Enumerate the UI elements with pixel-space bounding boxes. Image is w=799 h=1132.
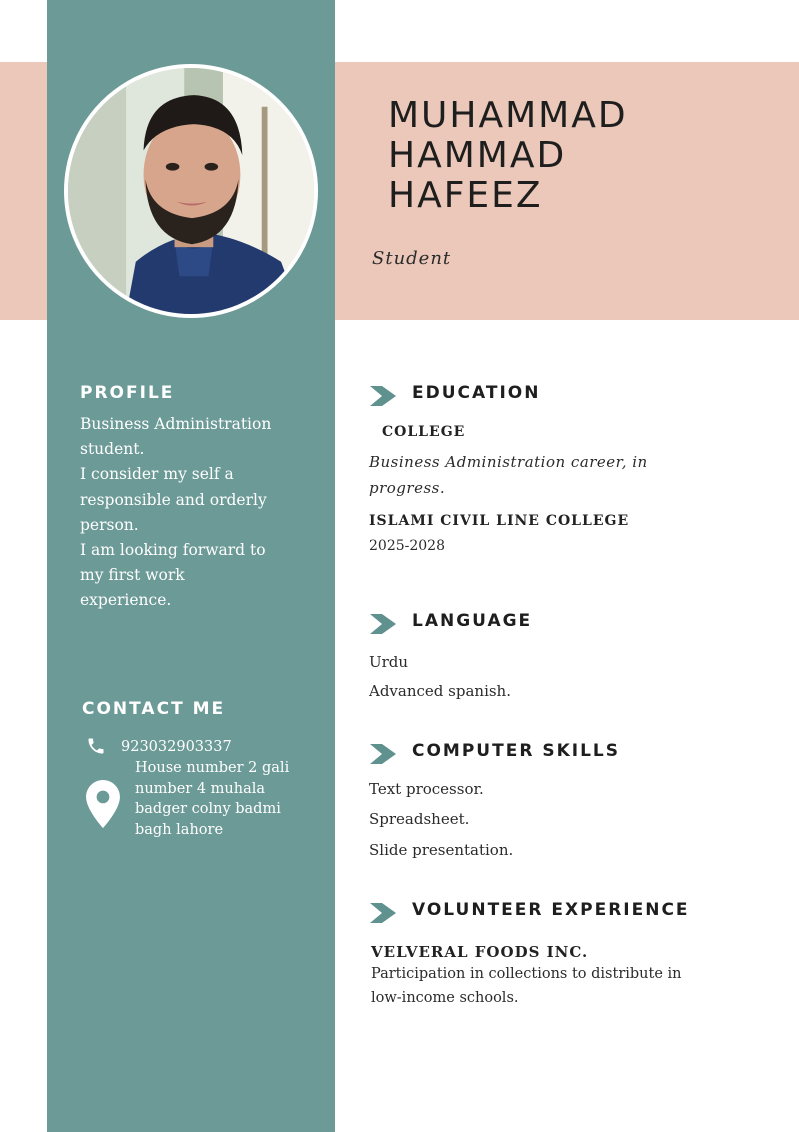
volunteer-organization: VELVERAL FOODS INC. bbox=[371, 943, 589, 961]
education-institution: ISLAMI CIVIL LINE COLLEGE bbox=[369, 513, 630, 529]
education-years: 2025-2028 bbox=[369, 538, 445, 554]
language-heading: LANGUAGE bbox=[412, 611, 533, 631]
chevron-right-icon bbox=[370, 614, 398, 634]
profile-line: my first work bbox=[80, 566, 185, 585]
skill-item: Slide presentation. bbox=[369, 841, 514, 859]
phone-number: 923032903337 bbox=[121, 739, 232, 755]
profile-line: student. bbox=[80, 440, 145, 459]
profile-line: experience. bbox=[80, 591, 172, 610]
education-description-line: Business Administration career, in bbox=[369, 453, 648, 471]
volunteer-heading: VOLUNTEER EXPERIENCE bbox=[412, 900, 690, 920]
full-name bbox=[388, 96, 628, 216]
language-item: Advanced spanish. bbox=[369, 682, 511, 700]
contact-heading: CONTACT ME bbox=[82, 699, 226, 719]
education-description-line: progress. bbox=[369, 479, 446, 497]
address-line: bagh lahore bbox=[135, 821, 224, 838]
education-heading: EDUCATION bbox=[412, 383, 541, 403]
address-line: number 4 muhala bbox=[135, 780, 266, 797]
phone-icon bbox=[86, 736, 106, 756]
profile-line: Business Administration bbox=[80, 415, 272, 433]
computer-skills-heading: COMPUTER SKILLS bbox=[412, 741, 620, 761]
profile-line: responsible and orderly bbox=[80, 490, 267, 509]
address bbox=[135, 758, 289, 840]
profile-photo-image bbox=[68, 68, 314, 314]
profile-text bbox=[80, 412, 320, 614]
name-line-2: HAMMAD bbox=[388, 135, 567, 176]
job-title: Student bbox=[372, 248, 452, 269]
volunteer-description-line: Participation in collections to distribute in bbox=[371, 966, 682, 982]
profile-line: person. bbox=[80, 515, 139, 534]
skill-item: Text processor. bbox=[369, 780, 484, 798]
education-subheading: COLLEGE bbox=[382, 424, 466, 440]
profile-line: I am looking forward to bbox=[80, 541, 266, 560]
name-line-3: HAFEEZ bbox=[388, 175, 543, 216]
volunteer-description-line: low-income schools. bbox=[371, 990, 519, 1006]
location-pin-icon bbox=[86, 780, 120, 828]
profile-photo bbox=[64, 64, 318, 318]
skill-item: Spreadsheet. bbox=[369, 810, 470, 828]
address-line: badger colny badmi bbox=[135, 801, 281, 817]
language-item: Urdu bbox=[369, 653, 409, 671]
chevron-right-icon bbox=[370, 386, 398, 406]
name-line-1: MUHAMMAD bbox=[388, 95, 628, 136]
profile-line: I consider my self a bbox=[80, 465, 234, 484]
address-line: House number 2 gali bbox=[135, 760, 290, 776]
chevron-right-icon bbox=[370, 744, 398, 764]
chevron-right-icon bbox=[370, 903, 398, 923]
profile-heading: PROFILE bbox=[80, 383, 175, 403]
